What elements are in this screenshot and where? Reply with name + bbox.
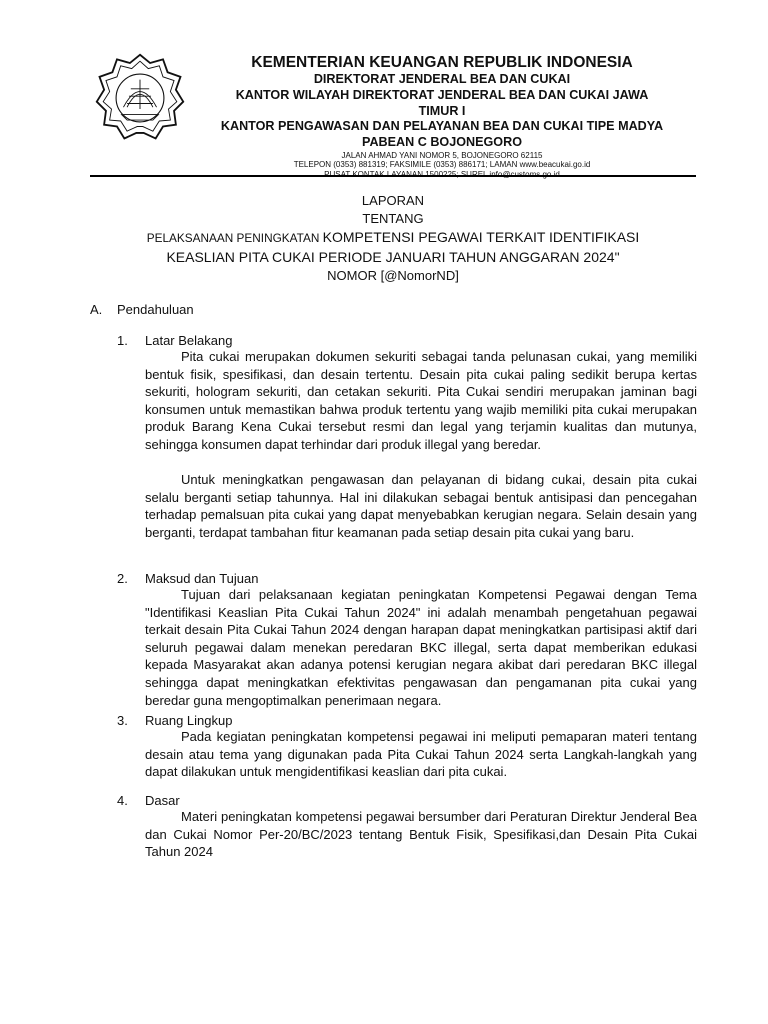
paragraph: Materi peningkatan kompetensi pegawai bersumber dari Peraturan Direktur Jenderal Bea dan Cukai Nomor Per-20/BC/2023 tentang Bentuk Fisik, Spesifikasi,dan Desain Pita Cukai Tahun 2024 bbox=[145, 809, 697, 860]
item-heading: Ruang Lingkup bbox=[145, 713, 233, 728]
item-heading: Latar Belakang bbox=[145, 333, 233, 348]
office-address: JALAN AHMAD YANI NOMOR 5, BOJONEGORO 62115 bbox=[341, 150, 543, 160]
letterhead-divider bbox=[90, 175, 696, 177]
section-heading: Pendahuluan bbox=[117, 302, 194, 317]
title-subject-line1 bbox=[90, 228, 696, 248]
letterhead bbox=[186, 53, 698, 179]
item-number: 4. bbox=[117, 793, 128, 808]
title-subject-main: KOMPETENSI PEGAWAI TERKAIT IDENTIFIKASI bbox=[322, 229, 640, 245]
item-heading: Dasar bbox=[145, 793, 180, 808]
regional-office-name: KANTOR WILAYAH DIREKTORAT JENDERAL BEA DAN CUKAI JAWA bbox=[235, 87, 649, 102]
ministry-name: KEMENTERIAN KEUANGAN REPUBLIK INDONESIA bbox=[251, 54, 633, 71]
report-title bbox=[90, 192, 696, 285]
item-number: 2. bbox=[117, 571, 128, 586]
office-phone: TELEPON (0353) 881319; FAKSIMILE (0353) 886171; LAMAN www.beacukai.go.id bbox=[293, 160, 591, 170]
office-name: KANTOR PENGAWASAN DAN PELAYANAN BEA DAN CUKAI TIPE MADYA bbox=[220, 119, 664, 134]
item-heading: Maksud dan Tujuan bbox=[145, 571, 259, 586]
title-tentang: TENTANG bbox=[362, 211, 424, 226]
paragraph: Untuk meningkatkan pengawasan dan pelayanan di bidang cukai, desain pita cukai selalu berganti setiap tahunnya. Hal ini dilakukan sebagai bentuk antisipasi dan pencegahan terhadap pemalsuan pita cukai yang dapat menyebabkan kerugian negara. Selain desain yang berganti, terdapat tambahan fitur keamanan pada setiap desain pita cukai yang baru. bbox=[145, 472, 697, 540]
kemenkeu-logo bbox=[94, 52, 186, 144]
regional-office-name-cont: TIMUR I bbox=[418, 103, 466, 118]
paragraph: Tujuan dari pelaksanaan kegiatan peningkatan Kompetensi Pegawai dengan Tema "Identifikasi Keaslian Pita Cukai Tahun 2024" ini adalah menambah pengetahuan pegawai terkait desain Pita Cukai Tahun 2024 dengan harapan dapat meningkatkan partisipasi aktif dari seluruh pegawai dalam menekan peredaran BKC illegal, serta dapat memberikan edukasi kepada Masyarakat akan adanya potensi kerugian negara akibat dari peredaran BKC illegal sehingga dapat meningkatkan efektivitas pengawasan dan pengamanan pita cukai yang beredar guna mengoptimalkan penerimaan negara. bbox=[145, 587, 697, 708]
office-name-cont: PABEAN C BOJONEGORO bbox=[361, 135, 522, 150]
title-laporan: LAPORAN bbox=[361, 193, 425, 208]
title-number: NOMOR [@NomorND] bbox=[327, 268, 459, 283]
item-number: 3. bbox=[117, 713, 128, 728]
paragraph: Pita cukai merupakan dokumen sekuriti sebagai tanda pelunasan cukai, yang memiliki bentuk fisik, spesifikasi, dan desain tertentu. Desain pita cukai paling sedikit berupa kertas sekuriti, hologram sekuriti, dan cetakan sekuriti. Pita Cukai sendiri merupakan jaminan bagi konsumen untuk memastikan bahwa produk tertentu yang wajib memiliki pita cukai merupakan produk Barang Kena Cukai tersebut resmi dan legal yang terjamin kualitas dan mutunya, sehingga konsumen dapat terhindar dari produk illegal yang beredar. bbox=[145, 349, 697, 452]
paragraph: Pada kegiatan peningkatan kompetensi pegawai ini meliputi pemaparan materi tentang desain atau tema yang digunakan pada Pita Cukai Tahun 2024 serta Langkah-langkah yang dapat dilakukan untuk mengidentifikasi keaslian dari pita cukai. bbox=[145, 729, 697, 780]
directorate-name: DIREKTORAT JENDERAL BEA DAN CUKAI bbox=[313, 72, 571, 86]
item-number: 1. bbox=[117, 333, 128, 348]
section-letter: A. bbox=[90, 302, 103, 317]
title-subject-line2: KEASLIAN PITA CUKAI PERIODE JANUARI TAHUN ANGGARAN 2024" bbox=[166, 249, 620, 265]
title-subject-prefix: PELAKSANAAN PENINGKATAN bbox=[146, 231, 323, 245]
